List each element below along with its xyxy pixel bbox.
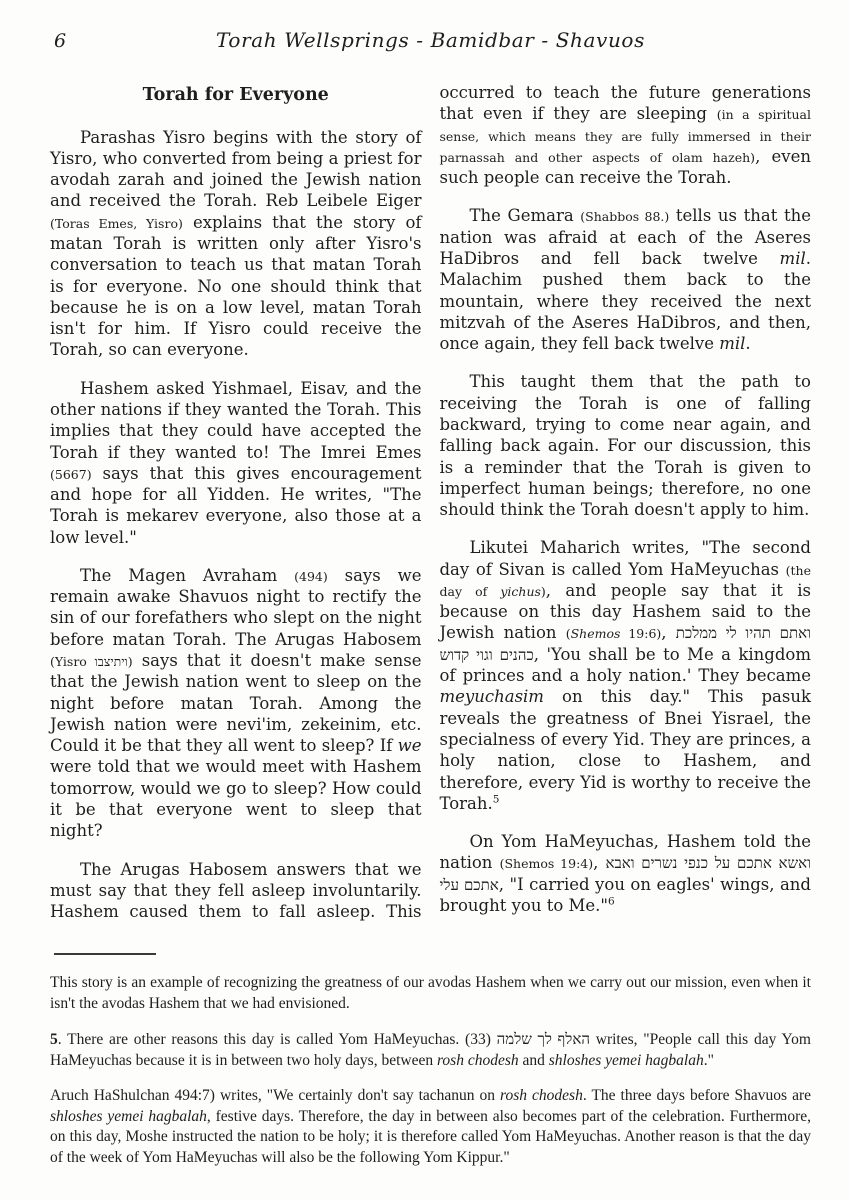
text-run: mil (779, 248, 806, 268)
text-run: . The three days before Shavuos are (582, 1087, 811, 1105)
text-run: meyuchasim (439, 687, 544, 707)
text-run: Shemos (570, 626, 621, 642)
footnote-paragraphs (50, 973, 811, 1168)
text-run: (5667) (50, 466, 92, 482)
text-run: yichus (500, 583, 541, 599)
body-columns (50, 82, 811, 939)
page-number: 6 (54, 30, 67, 52)
text-run: says that this gives encouragement and hope for all Yidden. He writes, "The Torah is mekarev everyone, also those at a low level." (50, 463, 422, 547)
hebrew-text-run: ואשא אתכם על כנפי נשרים ואבא אתכם עלי (439, 854, 811, 894)
right-column (440, 82, 812, 939)
text-run: , 'You shall be to Me a kingdom of princes and a holy nation.' They became (439, 644, 811, 686)
left-column (50, 82, 422, 939)
text-run: on this day." This pasuk reveals the greatness of Bnei Yisrael, the specialness of every Yid. They are princes, a holy nation, close to Hashem, and therefore, every Yid is worthy to receive the Torah. (439, 687, 811, 813)
text-run: . There are other reasons this day is called Yom HaMeyuchas. (57, 1030, 466, 1048)
text-run: 5 (50, 1030, 58, 1048)
paragraph (50, 1030, 811, 1072)
text-run: ." (703, 1051, 714, 1069)
text-run: says that it doesn't make sense that the Jewish nation went to sleep on the night before matan Torah. Among the Jewish nation were nevi'im, zekeinim, etc. Could it be that they all went to sleep? If (50, 651, 422, 756)
hebrew-text-run: האלף לך שלמה (496, 1031, 590, 1048)
hebrew-text-run: ויתיצבו (94, 654, 128, 670)
text-run: (Toras Emes, Yisro) (50, 215, 183, 231)
paragraph (440, 537, 812, 814)
text-run: The Arugas Habosem answers that we must say that they fell asleep involuntarily. Hashem caused them to fall asleep. This (50, 859, 422, 922)
paragraph (50, 1086, 811, 1168)
hebrew-text-run: ואתם תהיו לי ממלכת כהנים וגוי קדוש (439, 624, 812, 664)
footnote-divider (54, 953, 156, 955)
paragraph (440, 371, 812, 520)
text-run: rosh chodesh (500, 1087, 583, 1105)
text-run: 6 (608, 895, 615, 908)
text-run: (Yisro (50, 654, 95, 670)
left-column-paragraphs (50, 127, 422, 923)
paragraph (50, 565, 422, 842)
text-run: ) (127, 654, 133, 670)
paragraph (440, 831, 812, 916)
section-heading: Torah for Everyone (142, 85, 329, 105)
paragraph (50, 859, 422, 923)
paragraph (440, 82, 812, 188)
text-run: , festive days. Therefore, the day in between also becomes part of the celebration. Furthermore, on this day, Moshe instructed the nation to be holy; it is therefore called Yom HaMeyuchas. Another reason is that the day of the week of Yom HaMeyuchas will also be the following Yom Kippur." (50, 1107, 811, 1166)
text-run: rosh chodesh (436, 1051, 519, 1069)
paragraph (440, 205, 812, 354)
text-run: ) (540, 583, 546, 599)
paragraph (50, 127, 422, 361)
text-run: , and people say that it is because on this day Hashem said to the Jewish nation (439, 580, 812, 643)
text-run: , even such people can receive the Torah. (439, 146, 812, 188)
text-run: shloshes yemei hagbalah (548, 1051, 704, 1069)
page-header (50, 26, 811, 60)
text-run: This story is an example of recognizing the greatness of our avodas Hashem when we carry out our mission, even when it isn't the avodas Hashem that we had envisioned. (50, 974, 811, 1013)
text-run: 19:6) (620, 626, 662, 642)
text-run: The Gemara (469, 206, 581, 226)
text-run: tells us that the nation was afraid at each of the Aseres HaDibros and fell back twelve (439, 206, 811, 268)
paragraph (50, 973, 811, 1014)
text-run: says we remain awake Shavuos night to rectify the sin of our forefathers who slept on the night before matan Torah. The Arugas Habosem (50, 565, 422, 649)
text-run: Hashem asked Yishmael, Eisav, and the other nations if they wanted the Torah. This implies that they could have accepted the Torah if they wanted to! The Imrei Emes (50, 378, 422, 462)
text-run: (in a spiritual sense, which means they are fully immersed in their parnassah and other aspects of olam hazeh) (439, 107, 811, 165)
text-run: shloshes yemei hagbalah (50, 1107, 207, 1125)
text-run: explains that the story of matan Torah is written only after Yisro's conversation to teach us that matan Torah is for everyone. No one should think that because he is on a low level, matan Torah isn't for him. If Yisro could receive the Torah, so can everyone. (50, 212, 422, 360)
text-run: On Yom HaMeyuchas, Hashem told the nation (439, 832, 811, 873)
text-run: mil (719, 334, 746, 354)
text-run: (Shabbos 88.) (580, 209, 670, 225)
text-run: . Malachim pushed them back to the mountain, where they received the next mitzvah of the Aseres HaDibros, and then, once again, they fell back twelve (439, 248, 811, 354)
text-run: (494) (294, 568, 328, 584)
text-run: The Magen Avraham (80, 565, 295, 585)
text-run: , (661, 623, 676, 643)
text-run: Parashas Yisro begins with the story of Yisro, who converted from being a priest for avodah zarah and joined the Jewish nation and received the Torah. Reb Leibele Eiger (50, 127, 422, 211)
text-run: Likutei Maharich writes, "The second day of Sivan is called Yom HaMeyuchas (439, 538, 811, 579)
document-title: Torah Wellsprings - Bamidbar - Shavuos (216, 28, 645, 52)
text-run: This taught them that the path to receiving the Torah is one of falling backward, trying to come near again, and falling back again. For our discussion, this is a reminder that the Torah is given to imperfect human beings; therefore, no one should think the Torah doesn't apply to him. (439, 372, 811, 520)
text-run: (Shemos 19:4) (499, 856, 594, 872)
paragraph (50, 378, 422, 548)
right-column-paragraphs (440, 82, 812, 916)
text-run: . (745, 334, 751, 354)
text-run: occurred to teach the future generations that even if they are sleeping (439, 83, 811, 124)
text-run: , (593, 853, 606, 873)
text-run: (the day of (439, 562, 811, 599)
text-run: we (397, 736, 422, 756)
footnotes-section (50, 973, 811, 1168)
text-run: and (518, 1051, 549, 1069)
text-run: (33) writes, "People call this day Yom HaMeyuchas because it is in between two holy days, between (50, 1030, 811, 1069)
text-run: 5 (492, 793, 500, 806)
text-run: ( (565, 626, 571, 642)
text-run: , "I carried you on eagles' wings, and brought you to Me." (439, 874, 811, 916)
text-run: were told that we would meet with Hashem tomorrow, would we go to sleep? How could it be that everyone went to sleep that night? (50, 757, 422, 841)
text-run: Aruch HaShulchan 494:7) writes, "We certainly don't say tachanun on (50, 1087, 501, 1105)
